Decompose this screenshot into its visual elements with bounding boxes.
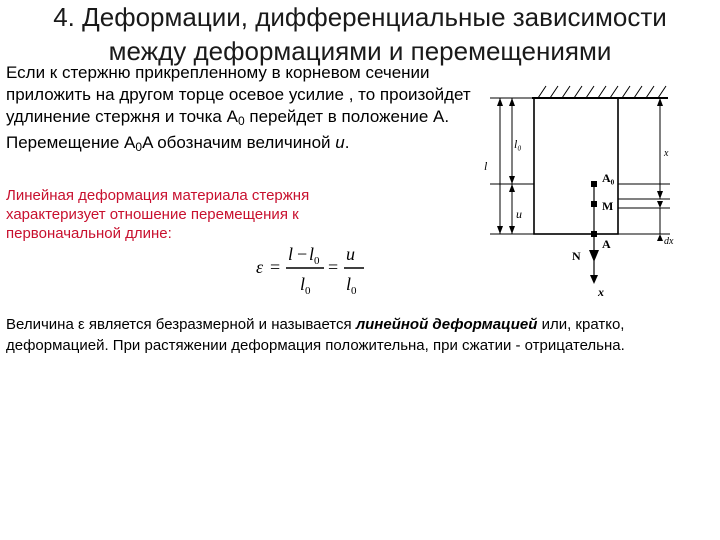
point-m (591, 201, 597, 207)
formula-num-u: u (346, 244, 355, 264)
label-n: N (572, 249, 581, 263)
point-a0 (591, 181, 597, 187)
label-a: A (602, 237, 611, 251)
axis-arrow-head (590, 275, 598, 284)
strain-formula (256, 240, 368, 296)
rod-diagram (478, 74, 718, 304)
point-a (591, 231, 597, 237)
strain-definition: Линейная деформация материала стержня характеризует отношение перемещения к первоначальной длине: (6, 187, 310, 242)
intro-var-u: u (335, 133, 345, 152)
support-hatching (538, 86, 666, 98)
formula-num-l0: l (309, 244, 315, 264)
formula-epsilon: ε (256, 257, 264, 277)
formula-equals-1: = (270, 257, 281, 277)
intro-text-3: A обозначим величиной (142, 133, 336, 152)
label-u: u (516, 207, 522, 221)
formula-den-l: l (300, 274, 306, 294)
intro-text-1: Если к стержню прикрепленному в корневом сечении приложить на другом торце осевое усилие , то произойдет удлинение стержня и точка A (6, 63, 471, 126)
rod-body (534, 98, 618, 234)
label-m: M (602, 199, 614, 213)
label-a0: A₀ (602, 171, 615, 185)
intro-sub-1: 0 (237, 114, 245, 128)
label-x-bottom: x (598, 285, 604, 299)
force-arrow-head (589, 250, 599, 262)
formula-minus: − (297, 244, 308, 264)
conclusion-text-2: или, кратко, деформацией. При растяжении деформация положительна, при сжатии - отрицательна. (6, 316, 625, 354)
label-l0: l₀ (514, 137, 522, 151)
conclusion-text-1: Величина ε является безразмерной и называется (6, 316, 356, 333)
formula-equals-2: = (328, 257, 339, 277)
intro-end: . (344, 133, 350, 152)
intro-sub-2: 0 (135, 140, 143, 154)
conclusion-emphasis: линейной деформацией (355, 316, 538, 333)
formula-num-l0-sub: 0 (314, 255, 320, 267)
formula-den2-l: l (346, 274, 352, 294)
label-x-right: x (664, 148, 669, 159)
formula-den2-l-sub: 0 (351, 285, 357, 296)
formula-num-l: l (288, 244, 294, 264)
formula-den-l-sub: 0 (305, 285, 311, 296)
slide-title (0, 0, 720, 68)
title-line-1: 4. Деформации, дифференциальные зависимости (53, 2, 667, 32)
label-l: l (484, 159, 488, 173)
title-line-2: между деформациями и перемещениями (108, 36, 612, 66)
conclusion-paragraph (6, 314, 710, 356)
intro-text-2: перейдет в положение A. Перемещение A (6, 107, 450, 152)
intro-paragraph (6, 62, 486, 158)
label-dx: dx (664, 236, 674, 247)
